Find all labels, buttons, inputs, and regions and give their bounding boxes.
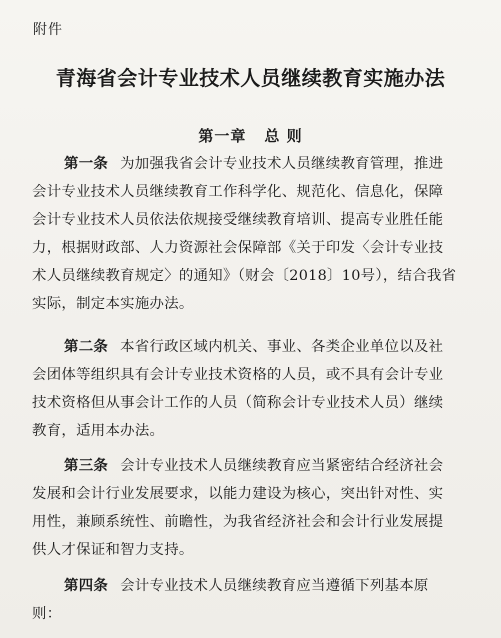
chapter-heading (0, 125, 501, 146)
article-3-line-2: 发展和会计行业发展要求，以能力建设为核心，突出针对性、实 (32, 486, 444, 502)
article-3-line-1: 会计专业技术人员继续教育应当紧密结合经济社会 (120, 458, 444, 474)
article-4 (32, 572, 474, 628)
article-1 (32, 150, 474, 318)
article-2 (32, 333, 474, 445)
chapter-name: 总 则 (264, 127, 303, 145)
article-3-line-3: 用性，兼顾系统性、前瞻性，为我省经济社会和会计行业发展提 (32, 514, 444, 530)
article-4-line-2: 则： (32, 606, 62, 622)
article-2-line-1: 本省行政区域内机关、事业、各类企业单位以及社 (120, 339, 444, 355)
article-2-line-3: 技术资格但从事会计工作的人员（简称会计专业技术人员）继续 (32, 395, 444, 411)
article-4-line-1: 会计专业技术人员继续教育应当遵循下列基本原 (120, 578, 429, 594)
article-4-label: 第四条 (64, 577, 109, 594)
article-3-line-4: 供人才保证和智力支持。 (32, 542, 194, 558)
chapter-number: 第一章 (198, 127, 247, 145)
article-1-line-2: 会计专业技术人员继续教育工作科学化、规范化、信息化，保障 (32, 184, 444, 200)
article-2-label: 第二条 (64, 338, 109, 355)
article-1-line-4: 力，根据财政部、人力资源社会保障部《关于印发〈会计专业技 (32, 240, 444, 256)
article-2-line-4: 教育，适用本办法。 (32, 423, 165, 439)
article-3-label: 第三条 (64, 457, 109, 474)
article-2-line-2: 会团体等组织具有会计专业技术资格的人员，或不具有会计专业 (32, 367, 444, 383)
article-1-line-3: 会计专业技术人员依法依规接受继续教育培训、提高专业胜任能 (32, 212, 444, 228)
article-3 (32, 452, 474, 564)
document-title: 青海省会计专业技术人员继续教育实施办法 (55, 66, 446, 90)
article-1-line-1: 为加强我省会计专业技术人员继续教育管理，推进 (120, 156, 444, 172)
attachment-label: 附件 (33, 22, 63, 38)
article-1-line-5: 术人员继续教育规定〉的通知》（财会〔2018〕10号），结合我省 (32, 268, 457, 284)
article-1-line-6: 实际，制定本实施办法。 (32, 296, 194, 312)
article-1-label: 第一条 (64, 155, 109, 172)
